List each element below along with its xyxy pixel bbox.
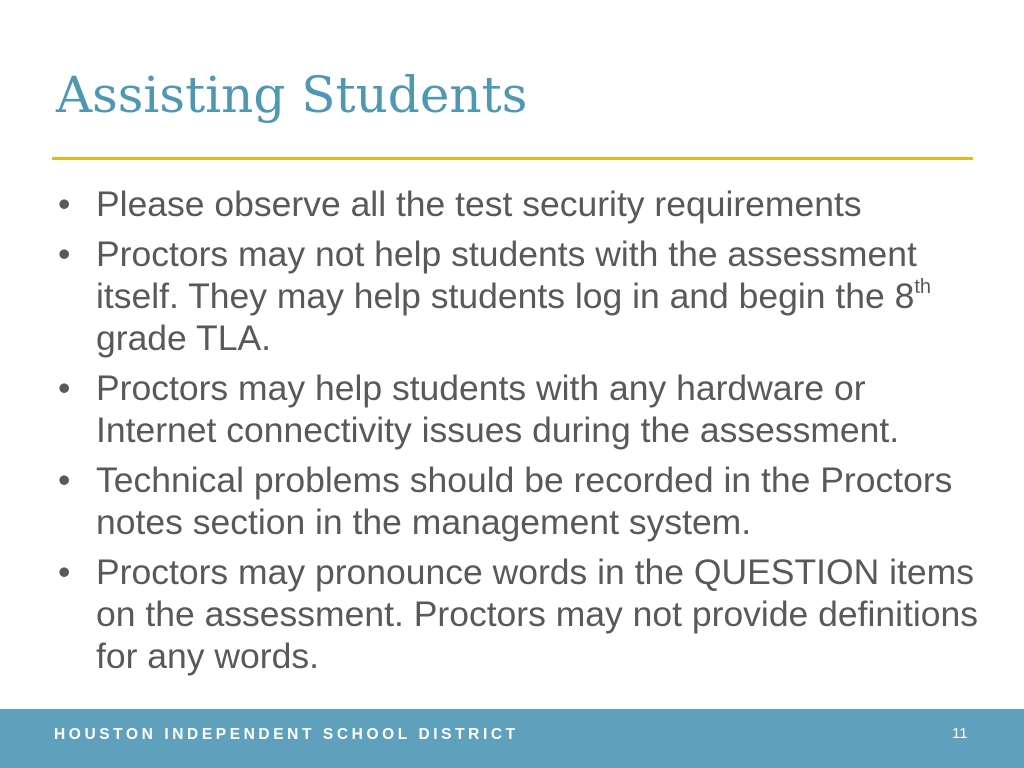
bullet-text: Proctors may help students with any hardware or Internet connectivity issues during the assessment.	[96, 368, 900, 450]
organization-name: HOUSTON INDEPENDENT SCHOOL DISTRICT	[54, 726, 519, 743]
bullet-marker: •	[58, 460, 71, 500]
bullet-marker: •	[58, 368, 71, 408]
bullet-marker: •	[58, 234, 71, 274]
footer-bar	[0, 709, 1024, 768]
list-item	[58, 367, 988, 451]
title-divider	[52, 157, 973, 160]
list-item	[58, 183, 988, 225]
ordinal-superscript: th	[914, 276, 932, 298]
bullet-text: Proctors may pronounce words in the QUESTION items on the assessment. Proctors may not provide definitions for any words.	[96, 552, 979, 676]
bullet-text: Technical problems should be recorded in the Proctors notes section in the management system.	[96, 460, 953, 542]
bullet-marker: •	[58, 184, 71, 224]
bullet-list	[58, 183, 988, 685]
bullet-marker: •	[58, 552, 71, 592]
bullet-text: Please observe all the test security requirements	[96, 184, 862, 224]
page-number: 11	[952, 725, 968, 742]
list-item	[58, 459, 988, 543]
bullet-text: Proctors may not help students with the assessment itself. They may help students log in and begin the 8	[96, 234, 917, 316]
list-item	[58, 551, 988, 677]
bullet-text-tail: grade TLA.	[96, 318, 271, 358]
slide-title: Assisting Students	[56, 66, 528, 124]
list-item	[58, 233, 988, 359]
